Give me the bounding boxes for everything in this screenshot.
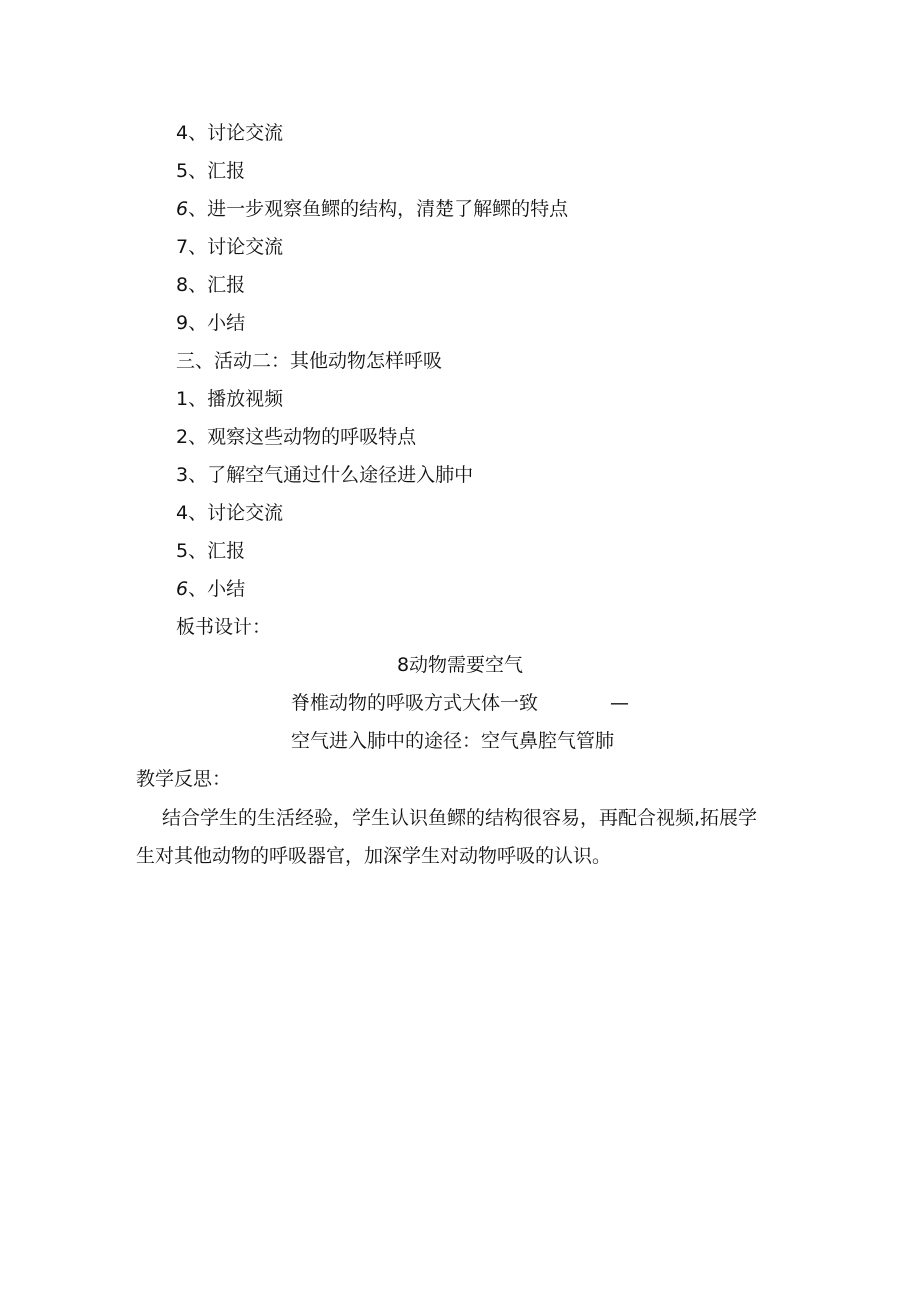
list-item — [176, 159, 245, 183]
item-text: 讨论交流 — [207, 502, 284, 524]
list-item — [176, 425, 416, 449]
item-text: 播放视频 — [207, 388, 284, 410]
item-text: 观察这些动物的呼吸特点 — [207, 426, 417, 448]
item-number: 9 — [176, 312, 189, 334]
item-separator: 、 — [188, 502, 208, 524]
list-item — [176, 273, 245, 297]
list-item — [176, 387, 283, 411]
item-separator: 、 — [188, 388, 208, 410]
item-separator: 、 — [188, 122, 208, 144]
item-number: 8 — [176, 274, 189, 296]
item-text: 汇报 — [207, 160, 246, 182]
item-number: 5 — [176, 160, 189, 182]
board-dash: — — [610, 692, 629, 714]
list-item — [176, 539, 245, 563]
item-number: 5 — [176, 540, 189, 562]
board-design-label: 板书设计： — [176, 616, 272, 638]
item-number: 6 — [176, 578, 189, 600]
list-item — [176, 577, 245, 601]
list-item — [176, 311, 245, 335]
item-text: 讨论交流 — [207, 122, 284, 144]
item-separator: 、 — [188, 464, 208, 486]
list-item — [176, 235, 283, 259]
item-text: 小结 — [207, 578, 246, 600]
board-title: 8动物需要空气 — [396, 654, 524, 676]
item-text: 小结 — [207, 312, 246, 334]
item-separator: 、 — [188, 274, 208, 296]
item-separator: 、 — [188, 160, 208, 182]
board-line-2: 空气进入肺中的途径：空气鼻腔气管肺 — [291, 730, 615, 752]
reflection-paragraph: 结合学生的生活经验，学生认识鱼鳏的结构很容易，再配合视频,拓展学生对其他动物的呼吸器官，加深学生对动物呼吸的认识。 — [136, 807, 758, 867]
list-item — [176, 197, 568, 221]
item-number: 3 — [176, 464, 189, 486]
item-number: 1 — [176, 388, 189, 410]
item-separator: 、 — [188, 198, 208, 220]
item-text: 进一步观察鱼鳏的结构，清楚了解鳏的特点 — [207, 198, 569, 220]
item-text: 汇报 — [207, 274, 246, 296]
item-number: 2 — [176, 426, 189, 448]
list-item — [176, 463, 473, 487]
item-number: 4 — [176, 502, 189, 524]
item-separator: 、 — [188, 426, 208, 448]
reflection-title: 教学反思： — [136, 768, 232, 790]
list-item — [176, 501, 283, 525]
item-text: 了解空气通过什么途径进入肺中 — [207, 464, 474, 486]
item-number: 6 — [176, 198, 189, 220]
item-number: 7 — [176, 236, 189, 258]
item-separator: 、 — [188, 236, 208, 258]
item-separator: 、 — [188, 540, 208, 562]
item-text: 汇报 — [207, 540, 246, 562]
item-text: 讨论交流 — [207, 236, 284, 258]
item-number: 4 — [176, 122, 189, 144]
section-heading: 三、活动二：其他动物怎样呼吸 — [176, 350, 443, 372]
item-separator: 、 — [188, 578, 208, 600]
board-line-1: 脊椎动物的呼吸方式大体一致 — [291, 692, 539, 714]
item-separator: 、 — [188, 312, 208, 334]
list-item — [176, 121, 283, 145]
